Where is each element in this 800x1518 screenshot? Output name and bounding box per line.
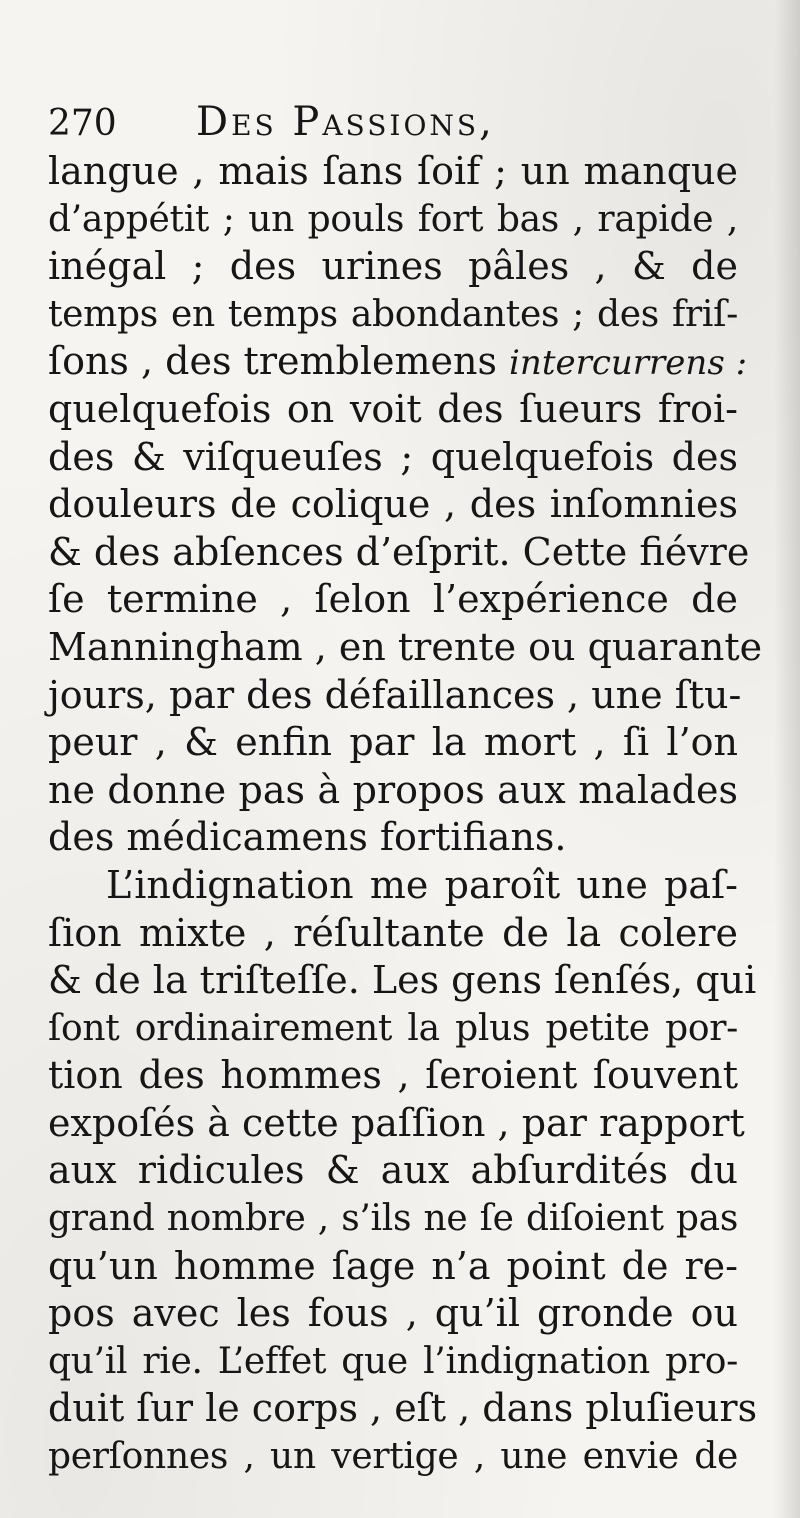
text-line: & de la triſteſſe. Les gens ſenſés, qui bbox=[48, 958, 757, 1003]
text-line: ſont ordinairement la plus petite por- bbox=[48, 1007, 738, 1049]
text-line: douleurs de colique , des inſomnies bbox=[48, 482, 738, 527]
text-line: L’indignation me paroît une paſ- bbox=[106, 862, 738, 907]
text-line: qu’un homme ſage n’a point de re- bbox=[48, 1243, 738, 1288]
text-line: des & viſqueuſes ; quelquefois des bbox=[48, 434, 738, 479]
page-number: 270 bbox=[48, 103, 117, 144]
text-line: perſonnes , un vertige , une envie de bbox=[48, 1436, 738, 1478]
text-line: ne donne pas à propos aux malades bbox=[48, 767, 738, 812]
italic-term: intercurrens : bbox=[509, 343, 748, 384]
text-run: ſons , des tremblemens bbox=[48, 339, 510, 384]
text-line: aux ridicules & aux abſurdités du bbox=[48, 1148, 738, 1193]
text-line: peur , & enfin par la mort , ſi l’on bbox=[48, 720, 738, 765]
text-line: quelquefois on voit des ſueurs froi- bbox=[48, 386, 738, 431]
text-line: tion des hommes , ſeroient ſouvent bbox=[48, 1053, 738, 1098]
text-line: des médicamens fortifians. bbox=[48, 815, 567, 860]
text-line: qu’il rie. L’effet que l’indignation pro- bbox=[48, 1340, 738, 1382]
text-line: expoſés à cette paſſion , par rapport bbox=[48, 1100, 745, 1145]
text-line: duit ſur le corps , eſt , dans pluſieurs bbox=[48, 1386, 758, 1431]
page-header bbox=[48, 96, 748, 148]
text-line: d’appétit ; un pouls fort bas , rapide , bbox=[48, 198, 738, 240]
text-line: ſe termine , ſelon l’expérience de bbox=[48, 577, 738, 622]
text-line: inégal ; des urines pâles , & de bbox=[48, 244, 738, 289]
text-line: pos avec les fous , qu’il gronde ou bbox=[48, 1291, 738, 1336]
running-head: Des Passions, bbox=[196, 99, 495, 145]
text-line: grand nombre , s’ils ne ſe diſoient pas bbox=[48, 1198, 738, 1240]
text-line: ſion mixte , réſultante de la colere bbox=[48, 910, 738, 955]
text-line: jours, par des défaillances , une ſtu- bbox=[48, 672, 742, 717]
text-line bbox=[48, 338, 748, 386]
text-line: & des abſences d’eſprit. Cette fiévre bbox=[48, 529, 750, 574]
body-text bbox=[48, 148, 763, 1481]
text-line: temps en temps abondantes ; des friſ- bbox=[48, 293, 738, 335]
text-line: Manningham , en trente ou quarante bbox=[48, 624, 763, 669]
page-edge-shadow bbox=[774, 0, 800, 1518]
text-line: langue , mais ſans ſoif ; un manque bbox=[48, 149, 738, 193]
